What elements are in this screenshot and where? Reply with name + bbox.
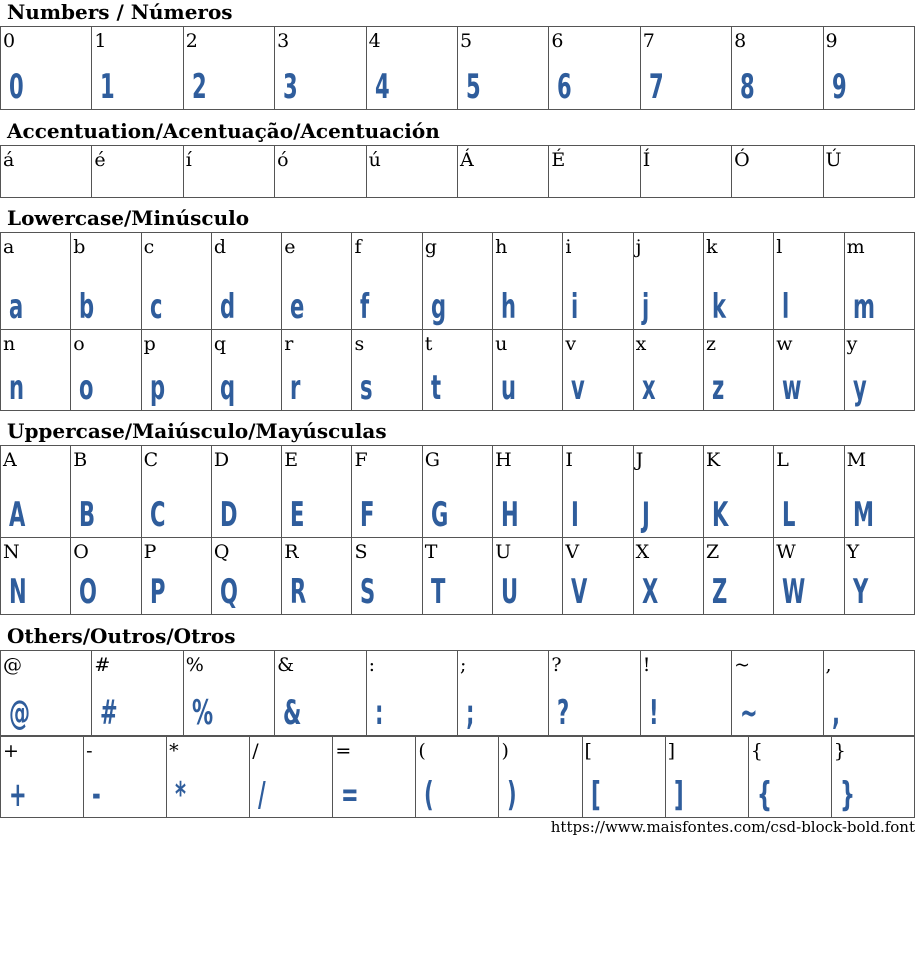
glyph-sample: # (100, 693, 119, 733)
glyph-sample: d (219, 287, 235, 327)
glyph-label: M (846, 449, 867, 471)
glyph-cell (844, 330, 914, 411)
glyph-cell (844, 538, 914, 615)
glyph-cell (352, 446, 422, 538)
glyph-label: Í (642, 149, 651, 171)
glyph-cell (211, 538, 281, 615)
glyph-label: 4 (368, 30, 381, 52)
glyph-cell (831, 737, 914, 818)
glyph-cell (633, 233, 703, 330)
glyph-sample: v (571, 368, 586, 408)
glyph-cell (703, 538, 773, 615)
glyph-cell (416, 737, 499, 818)
glyph-label: f (354, 236, 362, 258)
glyph-label: n (3, 333, 16, 355)
glyph-label: O (73, 541, 89, 563)
glyph-cell (703, 330, 773, 411)
glyph-cell (1, 233, 71, 330)
glyph-sample: x (641, 368, 656, 408)
glyph-sample: h (501, 287, 517, 327)
glyph-sample: F (360, 495, 375, 535)
glyph-sample: @ (9, 693, 31, 733)
glyph-row (1, 446, 915, 538)
glyph-sample: % (191, 693, 213, 733)
glyph-sample: p (149, 368, 165, 408)
glyph-sample: r (290, 368, 301, 408)
glyph-cell (275, 27, 366, 110)
glyph-label: r (284, 333, 294, 355)
glyph-sample: = (341, 775, 359, 815)
glyph-sample: P (149, 572, 166, 612)
glyph-sample: s (360, 368, 374, 408)
glyph-cell (141, 538, 211, 615)
glyph-sample: a (9, 287, 24, 327)
glyph-label: / (252, 740, 259, 762)
glyph-sample: N (9, 572, 27, 612)
glyph-label: s (354, 333, 365, 355)
glyph-sample: m (852, 287, 875, 327)
glyph-label: L (776, 449, 789, 471)
glyph-label: J (635, 449, 644, 471)
source-url: https://www.maisfontes.com/csd-block-bold.font (550, 818, 915, 836)
glyph-label: m (846, 236, 865, 258)
glyph-cell (366, 651, 457, 736)
glyph-cell (282, 233, 352, 330)
glyph-cell (640, 651, 731, 736)
glyph-label: z (705, 333, 716, 355)
glyph-sample: D (219, 495, 238, 535)
glyph-label: A (3, 449, 17, 471)
glyph-label: t (424, 333, 433, 355)
glyph-label: @ (3, 654, 22, 676)
glyph-label: í (185, 149, 192, 171)
glyph-label: 5 (459, 30, 473, 52)
glyph-label: I (565, 449, 573, 471)
numbers-table (0, 26, 915, 110)
glyph-row (1, 538, 915, 615)
glyph-sample: O (79, 572, 98, 612)
others-table-row1 (0, 650, 915, 736)
glyph-sample: Y (852, 572, 868, 612)
title-uppercase: Uppercase/Maiúsculo/Mayúsculas (7, 419, 387, 443)
glyph-label: ? (551, 654, 562, 676)
glyph-cell (84, 737, 167, 818)
glyph-cell (703, 233, 773, 330)
glyph-cell (275, 651, 366, 736)
glyph-label: F (354, 449, 368, 471)
glyph-sample: * (175, 775, 187, 815)
glyph-cell (732, 27, 823, 110)
glyph-cell (141, 446, 211, 538)
glyph-label: : (368, 654, 375, 676)
glyph-cell (92, 651, 183, 736)
glyph-cell (71, 446, 141, 538)
glyph-sample: S (360, 572, 376, 612)
glyph-label: 3 (277, 30, 290, 52)
glyph-sample: T (430, 572, 446, 612)
glyph-label: N (3, 541, 20, 563)
glyph-sample: o (79, 368, 94, 408)
glyph-cell (141, 233, 211, 330)
glyph-sample: 2 (191, 67, 207, 107)
glyph-cell (549, 651, 640, 736)
glyph-cell (499, 737, 582, 818)
glyph-label: Ó (734, 149, 750, 171)
glyph-sample: [ (590, 775, 601, 815)
glyph-cell (92, 146, 183, 198)
glyph-cell (211, 446, 281, 538)
glyph-sample: - (92, 775, 101, 815)
glyph-sample: G (430, 495, 449, 535)
glyph-cell (640, 146, 731, 198)
glyph-sample: X (641, 572, 658, 612)
glyph-sample: / (258, 775, 266, 815)
glyph-cell (275, 146, 366, 198)
glyph-cell (563, 446, 633, 538)
glyph-label: 1 (94, 30, 107, 52)
glyph-sample: ? (557, 693, 570, 733)
glyph-sample: n (9, 368, 25, 408)
glyph-cell (167, 737, 250, 818)
glyph-cell (823, 146, 914, 198)
glyph-label: E (284, 449, 299, 471)
glyph-cell (549, 27, 640, 110)
glyph-label: i (565, 236, 572, 258)
glyph-cell (844, 233, 914, 330)
glyph-label: ú (368, 149, 381, 171)
glyph-label: ] (667, 740, 676, 762)
glyph-label: P (143, 541, 157, 563)
glyph-cell (582, 737, 665, 818)
glyph-cell (1, 446, 71, 538)
glyph-cell (183, 651, 274, 736)
glyph-label: o (73, 333, 85, 355)
glyph-sample: 4 (374, 67, 390, 107)
glyph-cell (823, 27, 914, 110)
glyph-label: É (551, 149, 566, 171)
glyph-sample: c (149, 287, 163, 327)
glyph-cell (250, 737, 333, 818)
glyph-sample: & (283, 693, 302, 733)
glyph-cell (732, 651, 823, 736)
glyph-cell (1, 737, 84, 818)
glyph-label: C (143, 449, 159, 471)
glyph-label: R (284, 541, 299, 563)
glyph-cell (352, 330, 422, 411)
glyph-sample: g (430, 287, 446, 327)
glyph-sample: V (571, 572, 588, 612)
glyph-row (1, 651, 915, 736)
glyph-label: ! (642, 654, 651, 676)
glyph-label: [ (584, 740, 592, 762)
glyph-cell (1, 651, 92, 736)
glyph-label: l (776, 236, 783, 258)
glyph-label: ( (418, 740, 426, 762)
glyph-sample: t (430, 368, 441, 408)
glyph-row (1, 146, 915, 198)
glyph-label: * (169, 740, 179, 762)
glyph-label: U (495, 541, 512, 563)
glyph-label: 0 (3, 30, 16, 52)
glyph-sample: b (79, 287, 95, 327)
glyph-sample: 7 (648, 67, 664, 107)
glyph-sample: B (79, 495, 96, 535)
glyph-sample: { (756, 775, 772, 815)
glyph-cell (493, 330, 563, 411)
glyph-row (1, 27, 915, 110)
glyph-sample: i (571, 287, 579, 327)
title-accents: Accentuation/Acentuação/Acentuación (7, 119, 440, 143)
glyph-cell (183, 27, 274, 110)
glyph-sample: H (501, 495, 519, 535)
glyph-label: d (213, 236, 227, 258)
glyph-sample: l (782, 287, 790, 327)
glyph-label: ) (501, 740, 509, 762)
glyph-label: c (143, 236, 155, 258)
glyph-cell (183, 146, 274, 198)
glyph-sample: 9 (831, 67, 847, 107)
glyph-cell (71, 330, 141, 411)
glyph-sample: L (782, 495, 796, 535)
others-table-row2 (0, 736, 915, 818)
glyph-cell (71, 538, 141, 615)
glyph-sample: q (219, 368, 235, 408)
glyph-label: 9 (825, 30, 838, 52)
title-others: Others/Outros/Otros (7, 624, 236, 648)
glyph-cell (493, 233, 563, 330)
glyph-row (1, 233, 915, 330)
glyph-label: Z (705, 541, 720, 563)
title-lowercase: Lowercase/Minúsculo (7, 206, 250, 230)
glyph-label: # (94, 654, 111, 676)
glyph-sample: I (571, 495, 580, 535)
glyph-label: w (776, 333, 793, 355)
glyph-sample: E (290, 495, 305, 535)
glyph-cell (366, 146, 457, 198)
accents-table (0, 145, 915, 198)
glyph-cell (457, 146, 548, 198)
glyph-cell (774, 446, 844, 538)
uppercase-table (0, 445, 915, 615)
glyph-cell (282, 330, 352, 411)
glyph-cell (732, 146, 823, 198)
glyph-label: } (833, 740, 846, 762)
glyph-cell (92, 27, 183, 110)
glyph-sample: + (9, 775, 27, 815)
glyph-label: á (3, 149, 15, 171)
glyph-label: y (846, 333, 858, 355)
glyph-sample: z (711, 368, 725, 408)
glyph-label: b (73, 236, 86, 258)
glyph-sample: 6 (557, 67, 573, 107)
glyph-sample: W (782, 572, 806, 612)
glyph-cell (211, 233, 281, 330)
glyph-sample: A (9, 495, 26, 535)
glyph-label: Á (459, 149, 474, 171)
glyph-cell (823, 651, 914, 736)
glyph-sample: Q (219, 572, 238, 612)
glyph-label: e (284, 236, 296, 258)
glyph-label: - (86, 740, 93, 762)
glyph-cell (774, 538, 844, 615)
glyph-label: B (73, 449, 88, 471)
glyph-sample: ! (648, 693, 659, 733)
glyph-label: 2 (185, 30, 198, 52)
glyph-sample: 1 (100, 67, 116, 107)
glyph-label: g (424, 236, 437, 258)
glyph-sample: } (839, 775, 855, 815)
glyph-cell (282, 446, 352, 538)
glyph-sample: Z (711, 572, 728, 612)
glyph-label: G (424, 449, 440, 471)
glyph-cell (352, 538, 422, 615)
glyph-sample: , (831, 693, 840, 733)
glyph-label: x (635, 333, 647, 355)
glyph-label: p (143, 333, 156, 355)
glyph-sample: ~ (740, 693, 758, 733)
glyph-label: u (495, 333, 508, 355)
glyph-label: % (185, 654, 204, 676)
glyph-label: ó (277, 149, 289, 171)
glyph-cell (633, 330, 703, 411)
glyph-sample: R (290, 572, 307, 612)
glyph-cell (211, 330, 281, 411)
glyph-label: é (94, 149, 106, 171)
glyph-label: ; (459, 654, 467, 676)
glyph-label: & (277, 654, 295, 676)
glyph-cell (633, 538, 703, 615)
glyph-cell (549, 146, 640, 198)
glyph-label: Ú (825, 149, 842, 171)
glyph-sample: U (501, 572, 519, 612)
glyph-label: + (3, 740, 19, 762)
glyph-sample: k (711, 287, 726, 327)
glyph-cell (1, 330, 71, 411)
glyph-sample: 0 (9, 67, 24, 107)
glyph-cell (1, 146, 92, 198)
glyph-cell (1, 538, 71, 615)
glyph-sample: w (782, 368, 802, 408)
glyph-label: K (705, 449, 721, 471)
glyph-cell (71, 233, 141, 330)
lowercase-table (0, 232, 915, 411)
glyph-cell (352, 233, 422, 330)
glyph-sample: 5 (465, 67, 481, 107)
glyph-sample: ( (424, 775, 435, 815)
glyph-cell (563, 233, 633, 330)
glyph-cell (640, 27, 731, 110)
glyph-cell (703, 446, 773, 538)
glyph-cell (748, 737, 831, 818)
glyph-sample: 8 (740, 67, 755, 107)
glyph-label: V (565, 541, 580, 563)
glyph-sample: ] (673, 775, 684, 815)
glyph-cell (774, 330, 844, 411)
glyph-cell (422, 538, 492, 615)
glyph-label: a (3, 236, 15, 258)
glyph-label: k (705, 236, 718, 258)
glyph-label: S (354, 541, 368, 563)
glyph-label: X (635, 541, 650, 563)
glyph-cell (563, 538, 633, 615)
glyph-label: Q (213, 541, 230, 563)
glyph-row (1, 737, 915, 818)
glyph-label: 8 (734, 30, 747, 52)
glyph-cell (563, 330, 633, 411)
glyph-sample: C (149, 495, 166, 535)
glyph-cell (774, 233, 844, 330)
glyph-sample: 3 (283, 67, 298, 107)
glyph-label: 7 (642, 30, 655, 52)
glyph-cell (422, 446, 492, 538)
glyph-sample: j (641, 287, 649, 327)
glyph-label: H (495, 449, 512, 471)
glyph-label: { (750, 740, 763, 762)
glyph-sample: u (501, 368, 517, 408)
glyph-sample: e (290, 287, 305, 327)
glyph-cell (282, 538, 352, 615)
glyph-cell (844, 446, 914, 538)
glyph-cell (493, 538, 563, 615)
glyph-label: W (776, 541, 796, 563)
glyph-label: 6 (551, 30, 564, 52)
glyph-cell (422, 233, 492, 330)
glyph-cell (633, 446, 703, 538)
glyph-label: D (213, 449, 230, 471)
glyph-sample: f (360, 287, 370, 327)
title-numbers: Numbers / Números (7, 0, 233, 24)
glyph-sample: y (852, 368, 867, 408)
glyph-cell (366, 27, 457, 110)
glyph-cell (457, 651, 548, 736)
glyph-sample: : (374, 693, 384, 733)
glyph-cell (1, 27, 92, 110)
glyph-label: , (825, 654, 832, 676)
glyph-label: h (495, 236, 508, 258)
glyph-label: q (213, 333, 227, 355)
glyph-row (1, 330, 915, 411)
glyph-cell (665, 737, 748, 818)
glyph-cell (141, 330, 211, 411)
glyph-label: T (424, 541, 438, 563)
glyph-label: j (635, 236, 642, 258)
glyph-label: Y (846, 541, 860, 563)
glyph-label: = (335, 740, 352, 762)
glyph-cell (422, 330, 492, 411)
glyph-cell (493, 446, 563, 538)
glyph-label: ~ (734, 654, 751, 676)
glyph-sample: ; (465, 693, 475, 733)
glyph-sample: M (852, 495, 874, 535)
glyph-sample: J (641, 495, 650, 535)
glyph-sample: ) (507, 775, 518, 815)
glyph-sample: K (711, 495, 729, 535)
glyph-label: v (565, 333, 577, 355)
glyph-cell (333, 737, 416, 818)
glyph-cell (457, 27, 548, 110)
